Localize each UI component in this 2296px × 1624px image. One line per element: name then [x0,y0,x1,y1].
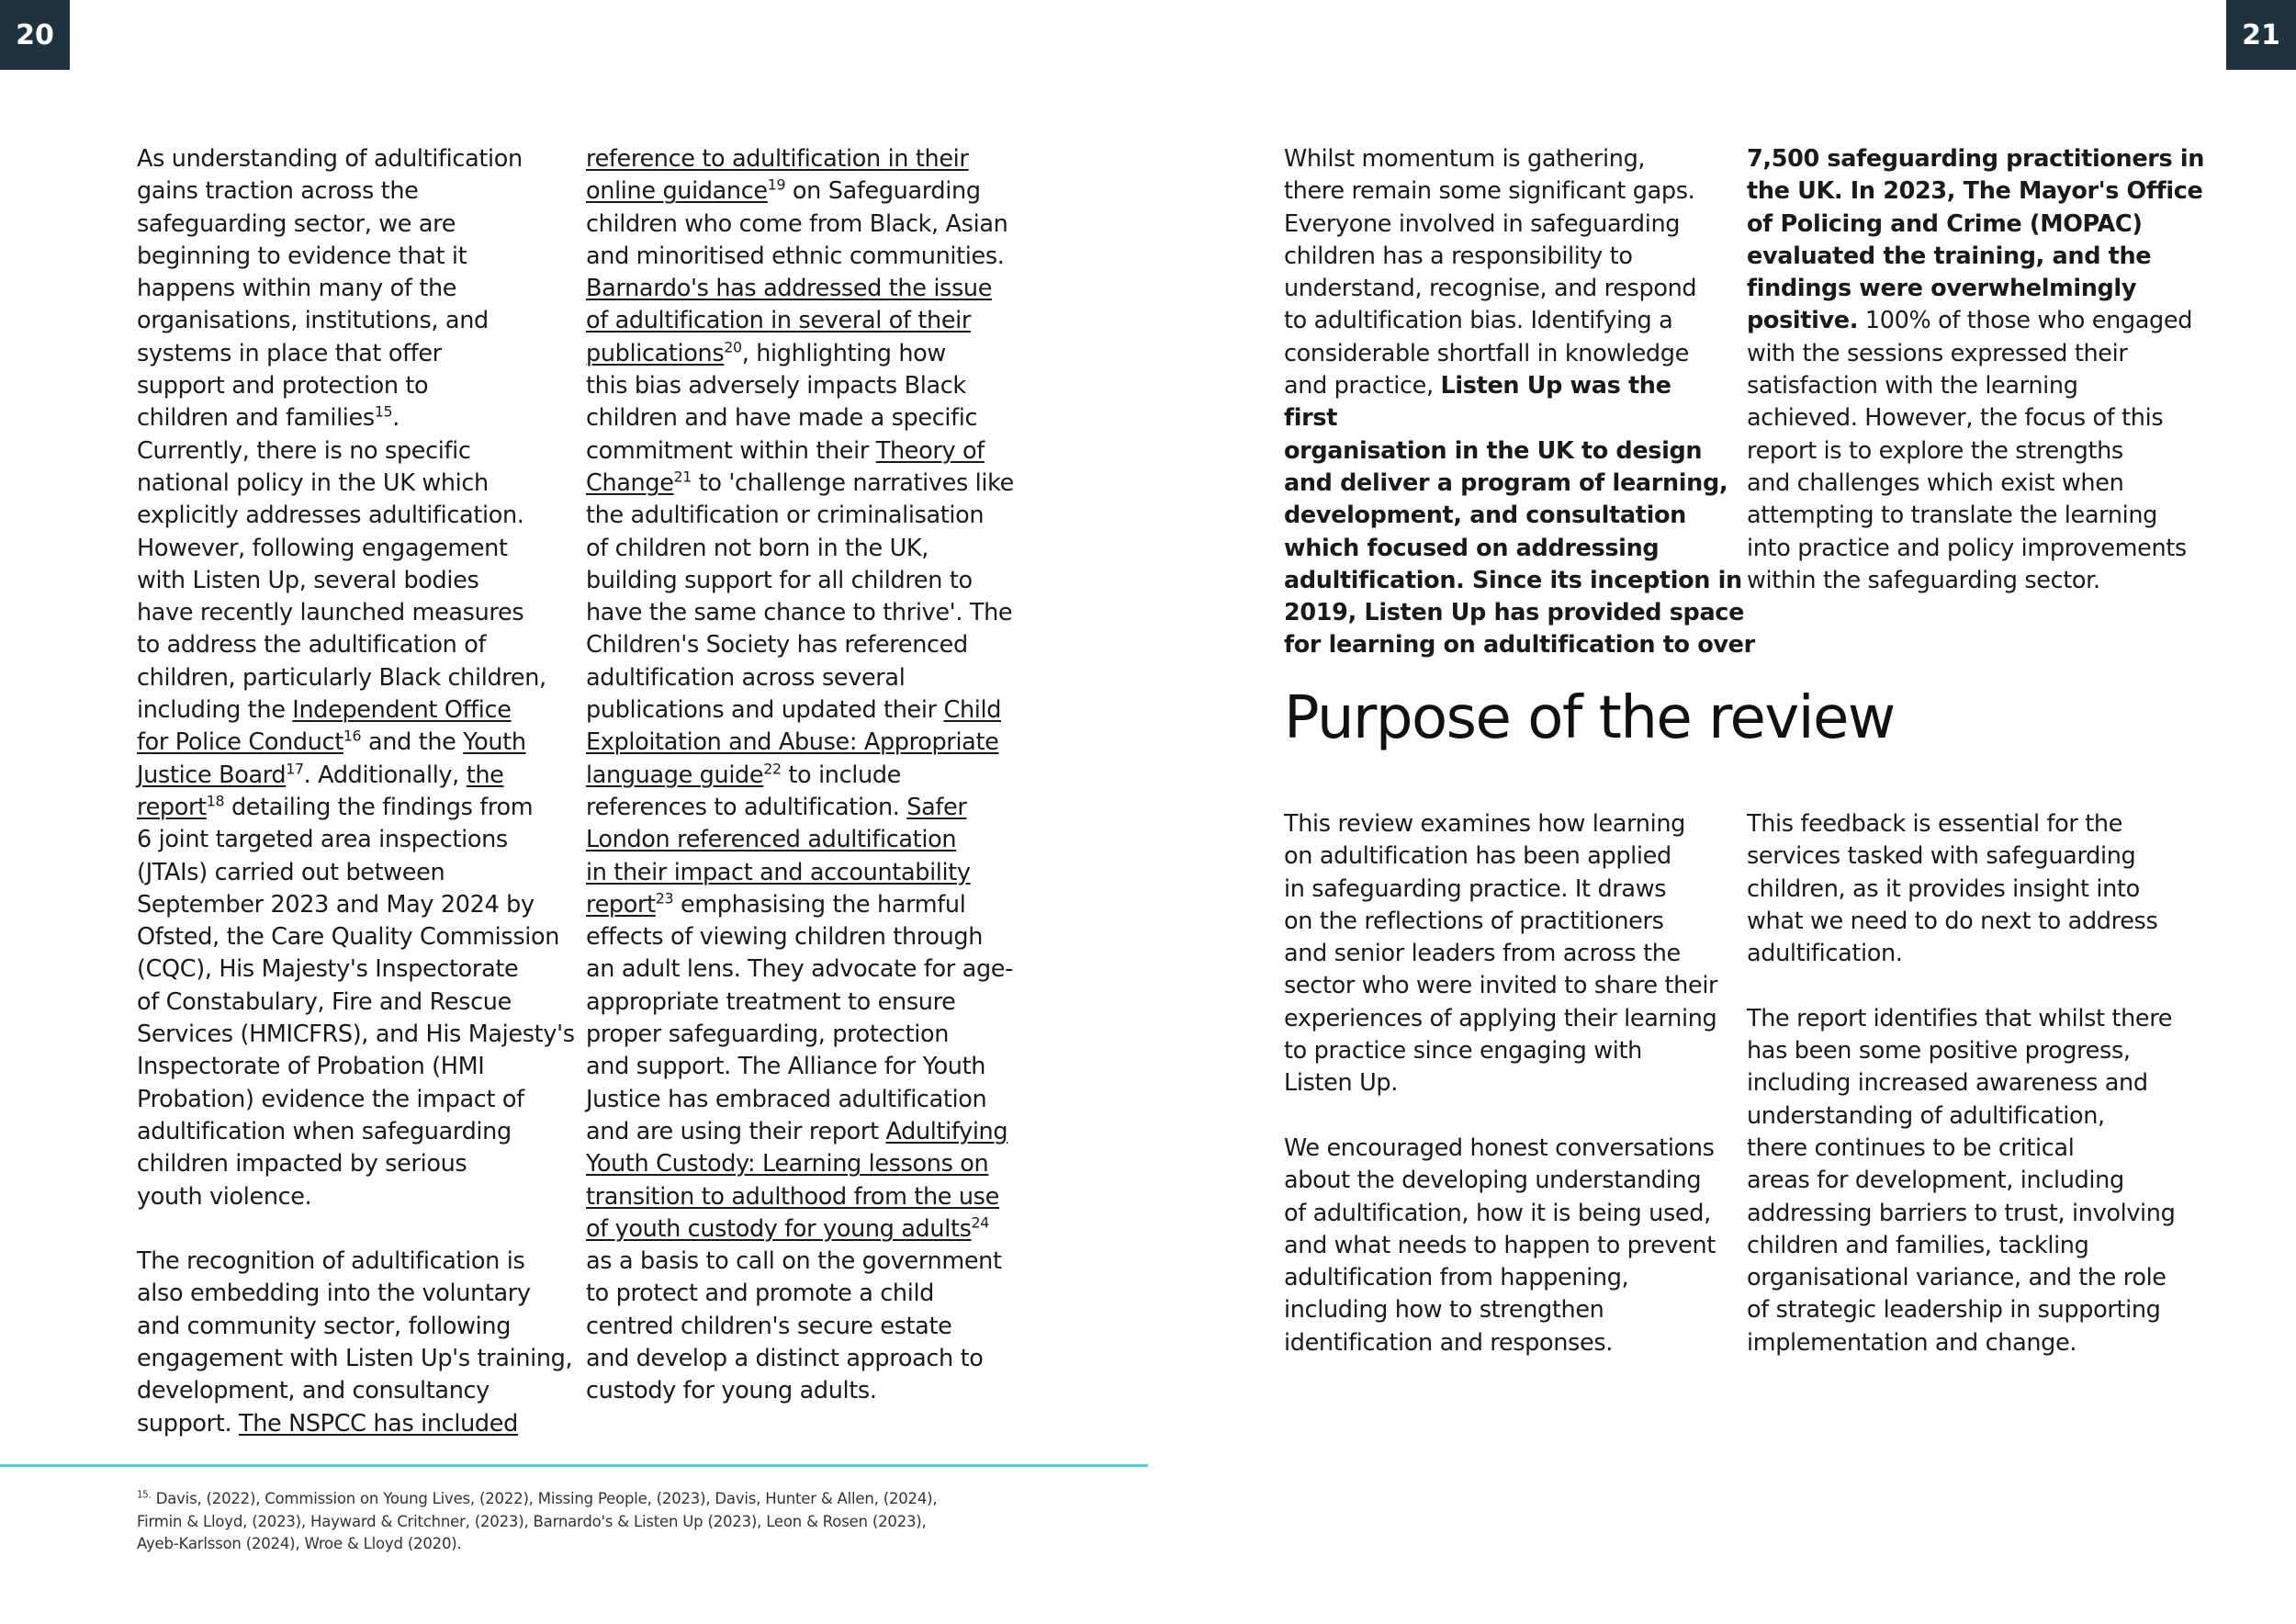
footnote-ref[interactable]: 23 [655,889,674,908]
link-iopc[interactable]: Independent Office [292,696,512,725]
text-line: Currently, there is no specific [137,436,471,465]
text-line: identification and responses. [1284,1328,1614,1357]
text: detailing the findings from [224,793,534,821]
text-line: to adultification bias. Identifying a [1284,307,1673,335]
text-line: Services (HMICFRS), and His Majesty's [137,1021,575,1049]
text-line: children has a responsibility to [1284,242,1633,270]
footnote-ref[interactable]: 19 [767,175,786,194]
text-line [137,402,568,434]
paragraph [586,143,1018,1408]
text-line: children who come from Black, Asian [586,209,1008,238]
section-heading: Purpose of the review [1284,684,1895,752]
text: children and families [137,404,375,433]
text-line: custody for young adults. [586,1377,877,1405]
text-line: This review examines how learning [1284,810,1685,838]
text-line: organisational variance, and the role [1747,1264,2167,1292]
text-line: about the developing understanding [1284,1167,1702,1195]
text-line [586,273,1018,305]
text-line: and community sector, following [137,1312,512,1340]
footnote-ref[interactable]: 24 [971,1213,989,1232]
text-line: and develop a distinct approach to [586,1344,984,1372]
text-line: with the sessions expressed their [1747,339,2128,367]
text-line: Listen Up. [1284,1069,1398,1098]
link-yjb[interactable]: Justice Board [137,761,287,789]
text-line [586,435,1018,468]
paragraph [1284,1133,1725,1359]
text-line: satisfaction with the learning [1747,372,2078,400]
text-line [586,305,1018,337]
paragraph [1284,143,1755,662]
text-line: Inspectorate of Probation (HMI [137,1053,485,1081]
text-line: of Constabulary, Fire and Rescue [137,987,512,1016]
text-line: understand, recognise, and respond [1284,275,1697,303]
text-line: Whilst momentum is gathering, [1284,145,1646,173]
text-line: The recognition of adultification is [137,1247,525,1276]
text: references to adultification. [586,793,907,821]
text-line: happens within many of the [137,275,457,303]
link-safer-london[interactable]: Safer [906,793,967,821]
link-yjb[interactable]: Youth [463,728,526,757]
text-line: what we need to do next to address [1747,907,2158,935]
text-line: including how to strengthen [1284,1296,1604,1325]
text: . Additionally, [303,761,467,789]
bold-text: Listen Up was the first [1284,372,1671,433]
text-line: to address the adultification of [137,631,487,660]
column-6 [1747,808,2206,1359]
text: and the [361,728,464,757]
text-line [586,760,1018,792]
text-line: children, as it provides insight into [1747,874,2140,903]
paragraph [1747,1003,2206,1359]
text-line: implementation and change. [1747,1328,2077,1357]
text-line: Probation) evidence the impact of [137,1085,524,1113]
text-line [586,824,1018,856]
text: and are using their report [586,1117,886,1145]
footnote-ref[interactable]: 16 [343,727,362,745]
text-line: explicitly addresses adultification. [137,502,524,530]
text: publications and updated their [586,696,944,725]
text-line: organisations, institutions, and [137,307,489,335]
bold-text: positive. [1747,307,1859,335]
footnote-divider [0,1464,1148,1467]
text-line: safeguarding sector, we are [137,209,456,238]
bold-text: for learning on adultification to over [1284,631,1755,660]
link-theory-of-change[interactable]: Change [586,468,674,497]
text-line: 6 joint targeted area inspections [137,826,508,854]
text-line: of children not born in the UK, [586,534,929,562]
text-line: has been some positive progress, [1747,1037,2131,1066]
text: and practice, [1284,372,1441,400]
link-report[interactable]: report [137,793,207,821]
column-5 [1284,808,1725,1359]
text: Davis, (2022), Commission on Young Lives, (2022), Missing People, (2023), Davis, Hunter & Allen, (2024), [151,1490,938,1507]
text-line: centred children's secure estate [586,1312,952,1340]
paragraph [1747,143,2206,597]
text-line: there continues to be critical [1747,1133,2075,1162]
text-line [586,1116,1018,1148]
text: on Safeguarding [785,177,981,206]
text-line: in safeguarding practice. It draws [1284,874,1667,903]
text-line: (JTAIs) carried out between [137,858,445,886]
text-line: there remain some significant gaps. [1284,177,1695,206]
text-line [586,468,1018,500]
text-line: achieved. However, the focus of this [1747,404,2164,433]
text-line: into practice and policy improvements [1747,534,2187,562]
text-line: As understanding of adultification [137,145,523,173]
text-line: children and have made a specific [586,404,978,433]
link-barnardos[interactable]: of adultification in several of their [586,307,972,335]
text-line: to protect and promote a child [586,1280,935,1308]
text-line: Justice has embraced adultification [586,1085,987,1113]
text-line: understanding of adultification, [1747,1101,2105,1130]
column-4 [1747,143,2206,597]
text-line: and support. The Alliance for Youth [586,1053,986,1081]
text-line: and what needs to happen to prevent [1284,1231,1716,1259]
text: to 'challenge narratives like [691,468,1014,497]
link-adultifying-youth-custody[interactable]: transition to adulthood from the use [586,1182,999,1211]
link-adultifying-youth-custody[interactable]: Adultifying [885,1117,1008,1145]
footnote [137,1488,1019,1556]
bold-text: development, and consultation [1284,502,1686,530]
column-2 [586,143,1018,1408]
bold-text: findings were overwhelmingly [1747,275,2137,303]
bold-text: 2019, Listen Up has provided space [1284,599,1745,627]
text-line: and challenges which exist when [1747,468,2124,497]
text-line: youth violence. [137,1182,312,1211]
link-language-guide[interactable]: Exploitation and Abuse: Appropriate [586,728,999,757]
text-line: Everyone involved in safeguarding [1284,209,1681,238]
column-3 [1284,143,1755,662]
page-number-left: 20 [0,0,70,70]
footnote-ref[interactable]: 18 [206,792,225,810]
bold-text: of Policing and Crime (MOPAC) [1747,209,2143,238]
text-line [586,857,1018,889]
text-line: proper safeguarding, protection [586,1021,950,1049]
text-line: children impacted by serious [137,1150,467,1179]
text-line: Children's Society has referenced [586,631,968,660]
text-line: on adultification has been applied [1284,842,1671,871]
text: support. [137,1409,239,1438]
text-line: and minoritised ethnic communities. [586,242,1005,270]
text-line: the adultification or criminalisation [586,502,985,530]
text-line [586,792,1018,824]
link-adultifying-youth-custody[interactable]: of youth custody for young adults [586,1214,972,1243]
text-line: of adultification, how it is being used, [1284,1199,1711,1227]
text: 100% of those who engaged [1858,307,2193,335]
footnote-line: Ayeb-Karlsson (2024), Wroe & Lloyd (2020). [137,1535,462,1552]
text-line [586,1213,1018,1246]
text-line: and senior leaders from across the [1284,940,1681,968]
text-line: children, particularly Black children, [137,663,546,692]
text-line: building support for all children to [586,566,973,594]
text: . [392,404,400,433]
paragraph [1747,808,2206,970]
text-line: We encouraged honest conversations [1284,1133,1715,1162]
link-safer-london[interactable]: in their impact and accountability [586,858,971,886]
text-line [586,694,1018,727]
link-nspcc[interactable]: reference to adultification in their [586,145,969,173]
link-adultifying-youth-custody[interactable]: Youth Custody: Learning lessons on [586,1150,989,1179]
link-report[interactable]: the [466,761,504,789]
text-line: of strategic leadership in supporting [1747,1296,2161,1325]
text-line: adultification across several [586,663,906,692]
text-line [586,338,1018,370]
text-line [586,727,1018,759]
text-line: The report identifies that whilst there [1747,1004,2173,1032]
text-line: appropriate treatment to ensure [586,987,956,1016]
footnote-line [137,1488,1019,1511]
text-line: have the same chance to thrive'. The [586,599,1013,627]
text-line: including increased awareness and [1747,1069,2148,1098]
footnote-ref[interactable]: 21 [673,468,692,486]
text-line: sector who were invited to share their [1284,972,1718,1000]
paragraph [137,1246,573,1440]
link-theory-of-change[interactable]: Theory of [875,436,985,465]
text-line: on the reflections of practitioners [1284,907,1664,935]
text-line: Ofsted, the Care Quality Commission [137,923,560,952]
text-line: as a basis to call on the government [586,1247,1002,1276]
text-line [137,760,568,792]
text-line: adultification from happening, [1284,1264,1629,1292]
text-line: to practice since engaging with [1284,1037,1642,1066]
text-line: considerable shortfall in knowledge [1284,339,1689,367]
paragraph [137,143,575,1213]
bold-text: the UK. In 2023, The Mayor's Office [1747,177,2203,206]
text-line [586,889,1018,921]
link-barnardos[interactable]: Barnardo's has addressed the issue [586,275,993,303]
footnote-ref[interactable]: 22 [763,760,782,778]
link-language-guide[interactable]: language guide [586,761,764,789]
text-line [137,1408,568,1440]
text-line: also embedding into the voluntary [137,1280,531,1308]
text-line [586,1148,1018,1180]
text-line: systems in place that offer [137,339,442,367]
text-line: However, following engagement [137,534,508,562]
footnote-ref[interactable]: 17 [286,760,304,778]
text-line: children and families, tackling [1747,1231,2089,1259]
text-line: This feedback is essential for the [1747,810,2123,838]
text-line [1747,305,2206,337]
bold-text: and deliver a program of learning, [1284,468,1728,497]
link-barnardos[interactable]: publications [586,339,725,367]
text-line: this bias adversely impacts Black [586,372,966,400]
text-line: services tasked with safeguarding [1747,842,2136,871]
text-line: effects of viewing children through [586,923,984,952]
text-line: attempting to translate the learning [1747,502,2158,530]
page-number-right: 21 [2226,0,2296,70]
text-line: experiences of applying their learning [1284,1004,1717,1032]
bold-text: which focused on addressing [1284,534,1660,562]
text-line: national policy in the UK which [137,468,489,497]
footnote-ref[interactable]: 15 [374,402,393,421]
text-line [586,143,1018,175]
text-line: adultification. [1747,940,1903,968]
text-line: development, and consultancy [137,1377,490,1405]
paragraph [1284,808,1725,1100]
text-line: with Listen Up, several bodies [137,566,479,594]
text-line: report is to explore the strengths [1747,436,2123,465]
bold-text: adultification. Since its inception in [1284,566,1742,594]
link-nspcc[interactable]: online guidance [586,177,768,206]
text-line: September 2023 and May 2024 by [137,890,535,919]
bold-text: 7,500 safeguarding practitioners in [1747,145,2205,173]
link-iopc[interactable]: for Police Conduct [137,728,343,757]
footnote-marker: 15. [137,1490,152,1501]
text-line: beginning to evidence that it [137,242,467,270]
text-line [586,1181,1018,1213]
text-line [586,175,1018,208]
bold-text: evaluated the training, and the [1747,242,2152,270]
text-line: an adult lens. They advocate for age- [586,955,1013,984]
text: emphasising the harmful [673,890,966,919]
bold-text: organisation in the UK to design [1284,436,1703,465]
text: to include [781,761,902,789]
text-line: adultification when safeguarding [137,1117,512,1145]
link-safer-london[interactable]: report [586,890,656,919]
footnote-line: Firmin & Lloyd, (2023), Hayward & Critchner, (2023), Barnardo's & Listen Up (2023), Leon & Rosen (2023), [137,1512,927,1530]
text-line: have recently launched measures [137,599,524,627]
link-nspcc[interactable]: The NSPCC has included [238,1409,518,1438]
text: including the [137,696,293,725]
column-1 [137,143,575,1440]
footnote-ref[interactable]: 20 [724,338,742,356]
text-line: within the safeguarding sector. [1747,566,2100,594]
text-line [1284,370,1725,435]
link-language-guide[interactable]: Child [943,696,1002,725]
text-line: support and protection to [137,372,429,400]
text: , highlighting how [741,339,946,367]
link-safer-london[interactable]: London referenced adultification [586,826,957,854]
text-line: addressing barriers to trust, involving [1747,1199,2176,1227]
text-line [137,694,568,727]
text-line [137,727,568,759]
text-line: gains traction across the [137,177,419,206]
text-line: (CQC), His Majesty's Inspectorate [137,955,519,984]
text-line [137,792,568,824]
text: commitment within their [586,436,876,465]
text-line: engagement with Listen Up's training, [137,1344,573,1372]
text-line: areas for development, including [1747,1167,2124,1195]
